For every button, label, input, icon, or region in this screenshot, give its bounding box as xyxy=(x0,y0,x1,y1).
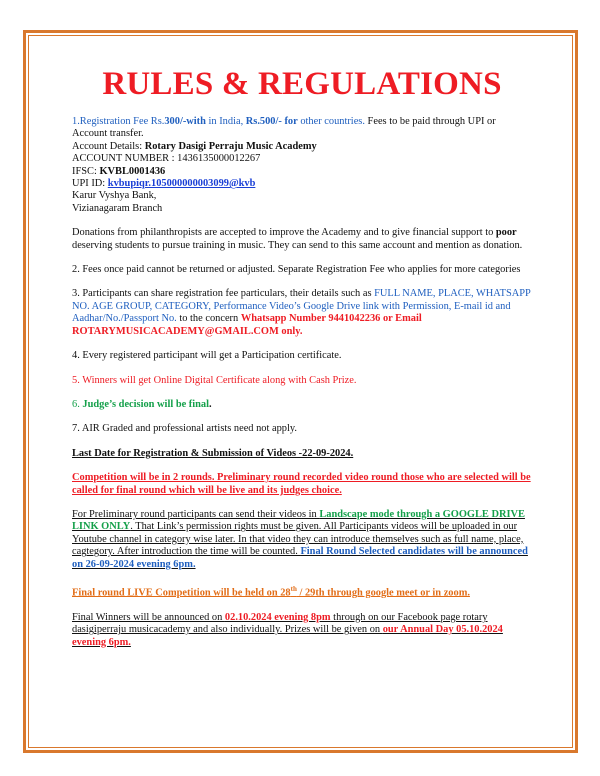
prelim-info: For Preliminary round participants can send their videos in Landscape mode through a GOOGLE DRIVE LINK ONLY. That Link’s permission rights must be given. All Participants videos will be uploaded in our Youtube channel in category wise later. In that video they can introduce themselves such as full name, place, cagtegory. After introduction the time will be counted. Final Round Selected candidates will be announced on 26-09-2024 evening 6pm. xyxy=(72,508,528,570)
rule-2: 2. Fees once paid cannot be returned or adjusted. Separate Registration Fee who applies for more categories xyxy=(72,264,521,276)
account-details: Account Details: Rotary Dasigi Perraju Music Academy xyxy=(72,140,317,152)
rule-7: 7. AIR Graded and professional artists need not apply. xyxy=(72,423,297,435)
bank-name: Karur Vyshya Bank, xyxy=(72,190,157,202)
drive-link-note: Landscape mode through a GOOGLE DRIVE LINK ONLY xyxy=(72,508,525,533)
judge-decision: Judge’s decision will be final xyxy=(82,398,210,410)
document-body xyxy=(72,66,532,649)
annual-day: our Annual Day 05.10.2024 evening 6pm. xyxy=(72,624,503,648)
ifsc: IFSC: KVBL0001436 xyxy=(72,165,166,177)
account-number: ACCOUNT NUMBER : 1436135000012267 xyxy=(72,153,261,165)
rule-1-fee xyxy=(72,116,532,141)
rule-3: 3. Participants can share registration fee particulars, their details such as FULL NAME, PLACE, WHATSAPP NO. AGE GROUP, CATEGORY, Performance Video’s Google Drive link with Permission, E-mail id and Aadhar/No./Passport No. to the concern Whatsapp Number 9441042236 or Email ROTARYMUSICACADEMY@GMAIL.COM only. xyxy=(72,288,531,337)
final-round-info: Final round LIVE Competition will be held on 28th / 29th through google meet or in zoom. xyxy=(72,584,470,599)
rule-4: 4. Every registered participant will get a Participation certificate. xyxy=(72,350,342,362)
upi-id: UPI ID: kvbupiqr.105000000003099@kvb xyxy=(72,178,256,190)
fee-abroad: Rs.500/- for xyxy=(245,116,298,127)
required-details: FULL NAME, PLACE, WHATSAPP NO. AGE GROUP, CATEGORY, Performance Video’s Google Drive link with Permission, E-mail id and Aadhar/No./Passport No. xyxy=(72,288,531,325)
fee-text-a: 1.Registration Fee Rs. xyxy=(72,116,165,127)
rule-6: 6. Judge’s decision will be final. xyxy=(72,398,212,410)
fee-india: 300/-with xyxy=(164,116,206,127)
account-name: Rotary Dasigi Perraju Music Academy xyxy=(144,140,317,152)
donation-note: Donations from philanthropists are accepted to improve the Academy and to give financial support to poor deserving students to pursue training in music. They can send to this same account and mention as donation. xyxy=(72,227,523,251)
selection-announcement: Final Round Selected candidates will be announced on 26-09-2024 evening 6pm. xyxy=(72,546,528,570)
donation-poor: poor xyxy=(495,227,517,239)
page-title: RULES & REGULATIONS xyxy=(102,66,502,102)
winners-info: Final Winners will be announced on 02.10.2024 evening 8pm through on our Facebook page rotary dasigiperraju musicacademy and also individually. Prizes will be given on our Annual Day 05.10.2024 evening 6pm. xyxy=(72,611,503,648)
ifsc-value: KVBL0001436 xyxy=(99,165,166,177)
fee-text-c: in India, xyxy=(205,116,246,127)
upi-link[interactable]: kvbupiqr.105000000003099@kvb xyxy=(107,178,256,190)
bank-branch: Vizianagaram Branch xyxy=(72,202,163,214)
rule-5: 5. Winners will get Online Digital Certificate along with Cash Prize. xyxy=(72,374,357,386)
winners-date: 02.10.2024 evening 8pm xyxy=(224,611,331,623)
contact-info: Whatsapp Number 9441042236 or Email ROTARYMUSICACADEMY@GMAIL.COM only. xyxy=(72,313,422,337)
fee-text-e: other countries. xyxy=(297,116,365,127)
last-date: Last Date for Registration & Submission of Videos -22-09-2024. xyxy=(72,447,354,459)
fee-text-f: Fees to be paid through UPI or Account transfer. xyxy=(72,116,496,140)
rounds-info: Competition will be in 2 rounds. Preliminary round recorded video round those who are selected will be called for final round which will be live and its judges choice. xyxy=(72,472,531,496)
